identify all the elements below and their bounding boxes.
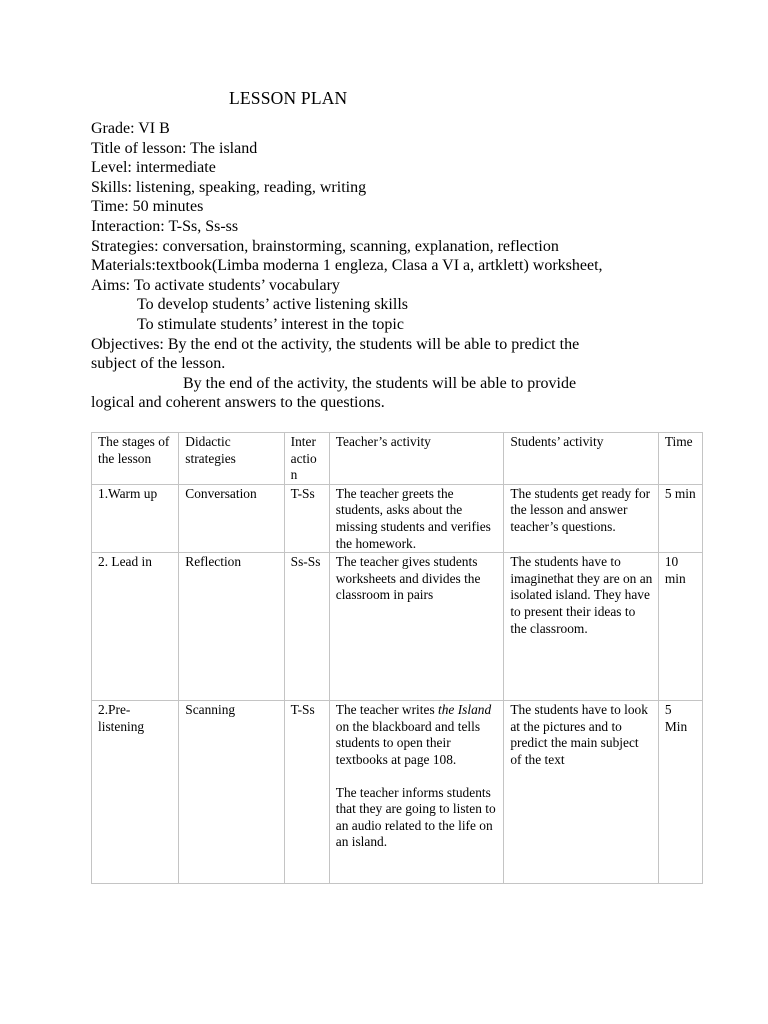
students-activity-cell: The students have to look at the pictures and to predict the main subject of the text <box>504 701 659 884</box>
objectives-line: Objectives: By the end ot the activity, the students will be able to predict the <box>91 335 580 353</box>
stage-cell: 1.Warm up <box>92 484 179 552</box>
strategy-cell: Reflection <box>179 553 284 701</box>
strategy-cell: Conversation <box>179 484 284 552</box>
header-stage: The stages of the lesson <box>92 433 179 485</box>
stage-cell: 2.Pre-listening <box>92 701 179 884</box>
header-students-activity: Students’ activity <box>504 433 659 485</box>
time-cell: 5 Min <box>658 701 702 884</box>
lesson-plan-table <box>91 432 703 884</box>
aims-line: Aims: To activate students’ vocabulary <box>91 276 340 294</box>
page-title: LESSON PLAN <box>229 88 348 108</box>
paragraph-gap <box>336 769 499 785</box>
strategy-cell: Scanning <box>179 701 284 884</box>
objectives-line: subject of the lesson. <box>91 355 226 373</box>
teacher-activity-cell: The teacher gives students worksheets and divides the classroom in pairs <box>329 553 504 701</box>
table-header-row <box>92 433 703 485</box>
teacher-activity-text: The teacher writes <box>335 702 438 718</box>
teacher-activity-text: on the blackboard and tells students to open their textbooks at page 108. <box>335 718 481 767</box>
header-strategies: Didactic strategies <box>179 433 284 485</box>
interaction-cell: T-Ss <box>284 701 329 884</box>
table-row <box>92 701 703 884</box>
skills-line: Skills: listening, speaking, reading, writing <box>91 178 367 196</box>
table-row <box>92 553 703 701</box>
grade-line: Grade: VI B <box>91 120 170 137</box>
stage-cell: 2. Lead in <box>92 553 179 701</box>
interaction-cell: T-Ss <box>284 484 329 552</box>
lesson-title-line: Title of lesson: The island <box>91 139 258 157</box>
students-activity-cell: The students have to imaginethat they are on an isolated island. They have to present their ideas to the classroom. <box>504 553 659 701</box>
materials-line: Materials:textbook(Limba moderna 1 engleza, Clasa a VI a, artklett) worksheet, <box>91 257 603 275</box>
teacher-activity-paragraph: The teacher informs students that they are going to listen to an audio related to the life on an island. <box>335 784 496 850</box>
header-teacher-activity: Teacher’s activity <box>329 433 504 485</box>
interaction-cell: Ss-Ss <box>284 553 329 701</box>
time-cell: 5 min <box>658 484 702 552</box>
time-cell: 10 min <box>658 553 702 701</box>
header-time: Time <box>658 433 702 485</box>
objectives-line: logical and coherent answers to the questions. <box>91 394 385 412</box>
table-row <box>92 484 703 552</box>
teacher-activity-cell: The teacher greets the students, asks about the missing students and verifies the homework. <box>329 484 504 552</box>
students-activity-cell: The students get ready for the lesson and answer teacher’s questions. <box>504 484 659 552</box>
aims-line: To stimulate students’ interest in the topic <box>137 315 404 333</box>
header-interaction: Inter actio n <box>284 433 329 485</box>
objectives-line: By the end of the activity, the students will be able to provide <box>183 374 577 392</box>
lesson-details <box>91 119 691 413</box>
time-line: Time: 50 minutes <box>91 198 204 216</box>
teacher-activity-paragraph <box>336 702 499 768</box>
strategies-line: Strategies: conversation, brainstorming, scanning, explanation, reflection <box>91 237 559 255</box>
level-line: Level: intermediate <box>91 159 216 177</box>
teacher-activity-cell <box>329 701 504 884</box>
aims-line: To develop students’ active listening skills <box>137 296 408 314</box>
teacher-activity-italic: the Island <box>438 702 492 718</box>
interaction-line: Interaction: T-Ss, Ss-ss <box>91 217 239 235</box>
